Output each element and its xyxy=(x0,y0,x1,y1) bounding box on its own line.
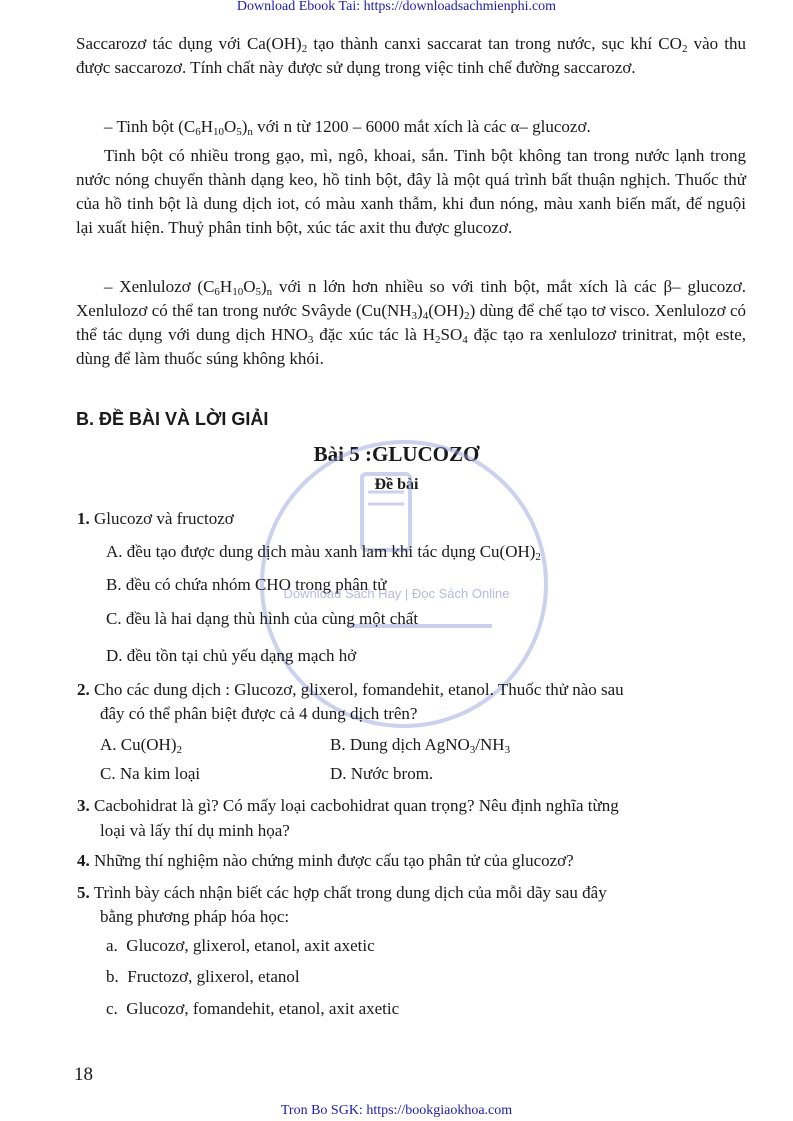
lesson-title: Bài 5 :GLUCOZƠ xyxy=(313,442,480,466)
question-2-option-b: B. Dung dịch $AgNO_3/NH_3$ xyxy=(330,735,511,756)
question-2-option-c: C. Na kim loại xyxy=(100,764,201,783)
question-1-option-d: D. đều tồn tại chủ yếu dạng mạch hở xyxy=(106,646,357,665)
page-number: 18 xyxy=(74,1064,93,1085)
question-4: 4. Những thí nghiệm nào chứng minh được cấu tạo phân tử của glucozơ? xyxy=(77,851,574,870)
section-heading: B. ĐỀ BÀI VÀ LỜI GIẢI xyxy=(76,409,269,429)
footer-link[interactable]: Tron Bo SGK: https://bookgiaokhoa.com xyxy=(280,1103,513,1118)
question-5-item-a: a. Glucozơ, glixerol, etanol, axit axetic xyxy=(106,936,375,955)
question-1-option-a: A. đều tạo được dung dịch màu xanh lam khi tác dụng $Cu(OH)_2$ xyxy=(106,542,541,563)
lesson-subtitle: Đề bài xyxy=(374,476,419,493)
question-2-option-a: A. $Cu(OH)_2$ xyxy=(100,735,182,756)
question-2: 2. Cho các dung dịch : Glucozơ, glixerol, fomandehit, etanol. Thuốc thử nào sau xyxy=(77,680,624,699)
question-5: 5. Trình bày cách nhận biết các hợp chất trong dung dịch của mỗi dãy sau đây xyxy=(77,883,607,902)
intro-paragraph-tinh-bot-formula: – Tinh bột $(C_6H_{10}O_5)_n$ với n từ 1200 – 6000 mắt xích là các α– glucozơ. xyxy=(104,117,591,138)
question-3: 3. Cacbohidrat là gì? Có mấy loại cacbohidrat quan trọng? Nêu định nghĩa từng xyxy=(77,796,619,815)
intro-paragraph-xenlulozo: – Xenlulozơ $(C_6H_{10}O_5)_n$ với n lớn hơn nhiều so với tinh bột, mắt xích là các β– glucozơ. Xenlulozơ có thể tan trong nước Svâyde $(Cu(NH_3)_4(OH)_2)$ dùng để chế tạo tơ visco. Xenlulozơ có thể tác dụng với dung dịch $HNO_3$ đặc xúc tác là $H_2SO_4$ đặc tạo ra xenlulozơ trinitrat, một este, dùng để làm thuốc súng không khói. xyxy=(76,277,746,368)
question-2-line-2: đây có thể phân biệt được cả 4 dung dịch trên? xyxy=(100,704,418,723)
question-5-item-b: b. Fructozơ, glixerol, etanol xyxy=(106,967,300,986)
watermark-text: Download Sách Hay | Đọc Sách Online xyxy=(283,586,510,601)
question-2-option-d: D. Nước brom. xyxy=(330,764,434,783)
intro-paragraph-tinh-bot: Tinh bột có nhiều trong gạo, mì, ngô, khoai, sắn. Tinh bột không tan trong nước lạnh trong nước nóng chuyển thành dạng keo, hồ tinh bột, đây là một quá trình bất thuận nghịch. Thuốc thử của hồ tinh bột là dung dịch iot, có màu xanh thẫm, khi đun nóng, màu xanh biến mất, để nguội lại xuất hiện. Thuỷ phân tinh bột, xúc tác axit thu được glucozơ. xyxy=(76,146,746,237)
question-3-line-2: loại và lấy thí dụ minh họa? xyxy=(100,821,290,840)
download-header-link[interactable]: Download Ebook Tai: https://downloadsachmienphi.com xyxy=(236,0,557,14)
intro-paragraph-saccarozo: Saccarozơ tác dụng với $Ca(OH)_2$ tạo thành canxi saccarat tan trong nước, sục khí $CO_2$ vào thu được saccarozơ. Tính chất này được sử dụng trong việc tinh chế đường saccarozơ. xyxy=(76,34,747,77)
question-5-item-c: c. Glucozơ, fomandehit, etanol, axit axetic xyxy=(106,999,400,1018)
question-1: 1. Glucozơ và fructozơ xyxy=(77,509,234,528)
question-1-option-b: B. đều có chứa nhóm CHO trong phân tử xyxy=(106,575,387,594)
question-5-line-2: bằng phương pháp hóa học: xyxy=(100,907,290,926)
question-1-option-c: C. đều là hai dạng thù hình của cùng một chất xyxy=(106,609,419,628)
